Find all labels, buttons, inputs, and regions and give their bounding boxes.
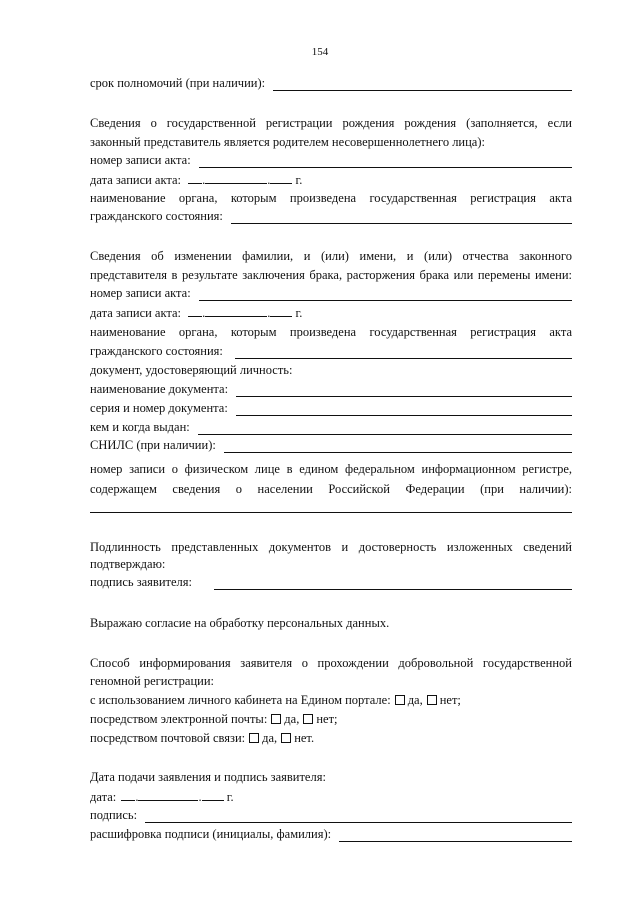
name-change-record-date-label: дата записи акта: bbox=[90, 306, 182, 320]
birth-reg-record-number-field[interactable] bbox=[199, 156, 572, 168]
register-number-field[interactable] bbox=[90, 512, 572, 513]
submission-heading: Дата подачи заявления и подпись заявителя: bbox=[90, 770, 326, 784]
submission-day-field[interactable] bbox=[121, 789, 135, 801]
submission-year-suffix: г. bbox=[226, 790, 234, 804]
applicant-signature-label: подпись заявителя: bbox=[90, 575, 192, 589]
applicant-signature-field[interactable] bbox=[214, 578, 572, 590]
birth-reg-authority-line1: наименование органа, которым произведена государственная регистрация акта bbox=[90, 191, 572, 205]
email-yes-label: да, bbox=[284, 712, 300, 726]
submission-signature-label: подпись: bbox=[90, 808, 138, 822]
birth-reg-year-field[interactable] bbox=[270, 172, 292, 184]
authority-term-label: срок полномочий (при наличии): bbox=[90, 76, 266, 90]
notification-heading-line1: Способ информирования заявителя о прохождении добровольной государственной bbox=[90, 656, 572, 670]
doc-name-field[interactable] bbox=[236, 385, 572, 397]
email-yes-checkbox[interactable] bbox=[271, 714, 281, 724]
submission-signature-field[interactable] bbox=[145, 811, 572, 823]
submission-year-field[interactable] bbox=[202, 789, 224, 801]
submission-month-field[interactable] bbox=[138, 789, 198, 801]
name-change-year-field[interactable] bbox=[270, 305, 292, 317]
name-change-authority-label: гражданского состояния: bbox=[90, 344, 223, 358]
birth-reg-authority-field[interactable] bbox=[231, 212, 572, 224]
page-number: 154 bbox=[311, 46, 329, 58]
submission-signature-row bbox=[90, 808, 572, 823]
name-change-heading-line2: представителя в результате заключения брака, расторжения брака или перемены имени: bbox=[90, 268, 572, 282]
name-change-record-number-field[interactable] bbox=[199, 289, 572, 301]
notify-email-row bbox=[90, 712, 572, 727]
post-no-label: нет. bbox=[294, 731, 315, 745]
portal-no-checkbox[interactable] bbox=[427, 695, 437, 705]
issued-field[interactable] bbox=[198, 423, 572, 435]
birth-reg-day-field[interactable] bbox=[188, 172, 202, 184]
snils-row bbox=[90, 438, 572, 453]
email-no-checkbox[interactable] bbox=[303, 714, 313, 724]
doc-name-label: наименование документа: bbox=[90, 382, 229, 396]
name-change-authority-line1: наименование органа, которым произведена государственная регистрация акта bbox=[90, 325, 572, 339]
authority-term-field[interactable] bbox=[273, 79, 572, 91]
signature-transcript-row bbox=[90, 827, 572, 842]
identity-doc-heading: документ, удостоверяющий личность: bbox=[90, 363, 293, 377]
name-change-authority-row bbox=[90, 344, 572, 359]
post-yes-label: да, bbox=[262, 731, 278, 745]
birth-reg-month-field[interactable] bbox=[205, 172, 267, 184]
issued-row bbox=[90, 420, 572, 435]
name-change-record-number-label: номер записи акта: bbox=[90, 286, 191, 300]
snils-label: СНИЛС (при наличии): bbox=[90, 438, 216, 452]
issued-label: кем и когда выдан: bbox=[90, 420, 190, 434]
confirmation-line2: подтверждаю: bbox=[90, 557, 166, 571]
email-no-label: нет; bbox=[316, 712, 338, 726]
register-line2: содержащем сведения о населении Российской Федерации (при наличии): bbox=[90, 482, 572, 496]
portal-yes-label: да, bbox=[407, 693, 423, 707]
doc-name-row bbox=[90, 382, 572, 397]
series-number-field[interactable] bbox=[236, 404, 572, 416]
signature-transcript-label: расшифровка подписи (инициалы, фамилия): bbox=[90, 827, 332, 841]
portal-no-label: нет; bbox=[439, 693, 461, 707]
birth-reg-record-date-row: дата записи акта: . . г. bbox=[90, 173, 303, 187]
birth-reg-record-date-label: дата записи акта: bbox=[90, 173, 182, 187]
name-change-month-field[interactable] bbox=[205, 305, 267, 317]
post-no-checkbox[interactable] bbox=[281, 733, 291, 743]
authority-term-row bbox=[90, 76, 572, 91]
name-change-year-suffix: г. bbox=[295, 306, 303, 320]
birth-reg-record-number-row bbox=[90, 153, 572, 168]
series-number-row bbox=[90, 401, 572, 416]
submission-date-label: дата: bbox=[90, 790, 117, 804]
name-change-record-date-row: дата записи акта: . . г. bbox=[90, 306, 303, 320]
applicant-signature-row bbox=[90, 575, 572, 590]
name-change-record-number-row bbox=[90, 286, 572, 301]
submission-date-row: дата: . . г. bbox=[90, 790, 234, 804]
series-number-label: серия и номер документа: bbox=[90, 401, 228, 415]
birth-reg-year-suffix: г. bbox=[295, 173, 303, 187]
portal-yes-checkbox[interactable] bbox=[395, 695, 405, 705]
notify-post-row bbox=[90, 731, 572, 746]
notification-heading-line2: геномной регистрации: bbox=[90, 674, 214, 688]
birth-reg-heading-line2: законный представитель является родителем несовершеннолетнего лица): bbox=[90, 135, 485, 149]
birth-reg-heading-line1: Сведения о государственной регистрации рождения рождения (заполняется, если bbox=[90, 116, 572, 130]
name-change-heading-line1: Сведения об изменении фамилии, и (или) имени, и (или) отчества законного bbox=[90, 249, 572, 263]
name-change-authority-field[interactable] bbox=[235, 347, 572, 359]
snils-field[interactable] bbox=[224, 441, 572, 453]
birth-reg-authority-label: гражданского состояния: bbox=[90, 209, 223, 223]
signature-transcript-field[interactable] bbox=[339, 830, 572, 842]
birth-reg-authority-row bbox=[90, 209, 572, 224]
register-line1: номер записи о физическом лице в едином федеральном информационном регистре, bbox=[90, 462, 572, 476]
post-yes-checkbox[interactable] bbox=[249, 733, 259, 743]
confirmation-line1: Подлинность представленных документов и достоверность изложенных сведений bbox=[90, 540, 572, 554]
notify-post-label: посредством почтовой связи: bbox=[90, 731, 246, 745]
name-change-day-field[interactable] bbox=[188, 305, 202, 317]
birth-reg-record-number-label: номер записи акта: bbox=[90, 153, 191, 167]
notify-portal-label: с использованием личного кабинета на Едином портале: bbox=[90, 693, 391, 707]
notify-email-label: посредством электронной почты: bbox=[90, 712, 268, 726]
consent-text: Выражаю согласие на обработку персональных данных. bbox=[90, 616, 390, 630]
notify-portal-row bbox=[90, 693, 572, 708]
